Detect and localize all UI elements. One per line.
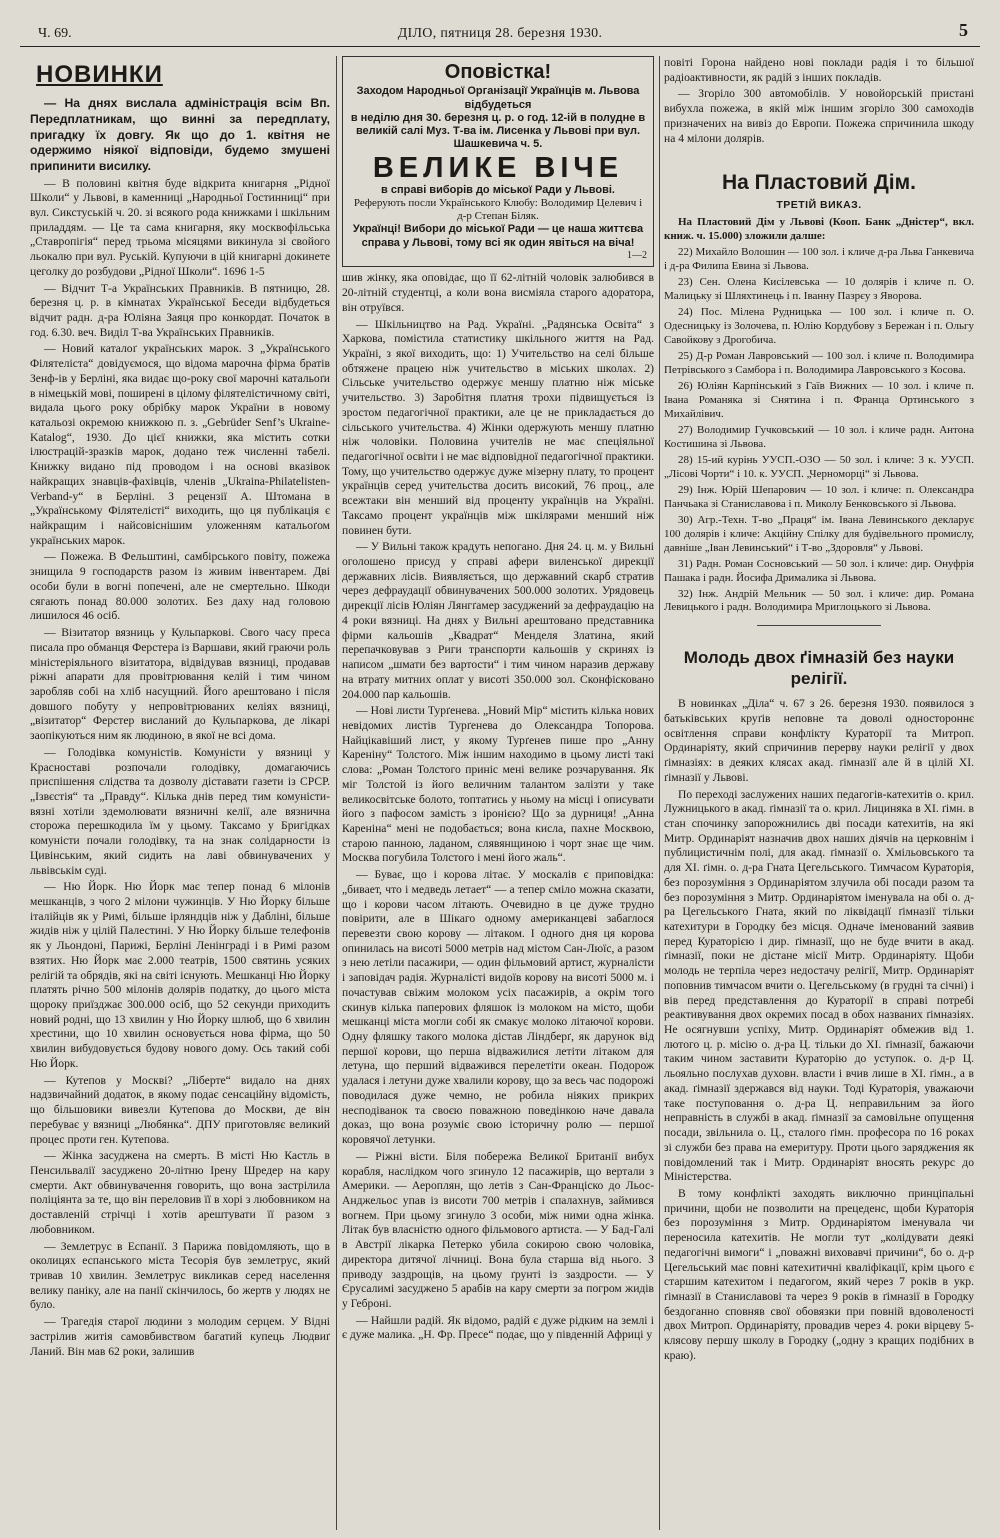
newspaper-title-date: ДІЛО, пятниця 28. березня 1930. xyxy=(397,26,603,41)
column-right xyxy=(664,56,974,1532)
donor-item: 30) Агр.-Техн. Т-во „Праця“ ім. Івана Левинського декларує 100 долярів і кличе: Акційну Спілку для будівельного промислу, давніше „Іван Левинський“ і Т-во „Здоровля“ у Львові. xyxy=(664,513,974,554)
news-item-radium: — Найшли радій. Як відомо, радій є дуже рідким на землі і є дуже малика. „Н. Фр. Пресе“ подає, що у південній Африці у xyxy=(342,1313,654,1342)
announcement-subject: в справі виборів до міської Ради у Львові. xyxy=(381,183,615,196)
announcement-organizer: Заходом Народньої Організації Українців м. Львова відбудеться xyxy=(356,85,640,111)
news-item-various: — Ріжні вісти. Біля побережа Великої Британії вибух корабля, наслідком чого згинуло 12 пасажирів, що вертали з Америки. — Аероплян, що летів з Сан-Франціско до Льос-Анджельос упав із висоти 700 метрів і спалахнув, займився вогнем. При цьому згинуло 3 особи, між ними одна жінка. Літак був власністю одного фільмового артиста. — У Бад-Галі в Австрії лікарка Петерко убила сокирою свою чоловіка, директора дитячої лічниці. Вона була старша від нього. З приводу заздрощів, на цьому ґрунті із заздрости. — У Єрусалимі засуджено 5 арабів на кару смерти за погром жидів у Геброні. xyxy=(342,1149,654,1310)
news-item-bookstore: — В половині квітня буде відкрита книгарня „Рідної Школи“ у Львові, в каменниці „Народньої Гостинниці“ при вул. Сикстуській ч. 20. зі всякого рода книжками і шкільним приладдям. — Це та сама книгарня, яку москвофільська „Ставропігія“ перед трьома місяцями викинула зі свойого льокалю при вул. Руській. Купуючи в цій книгарні докинете цеголку до розбудови „Рідної Школи“. 1696 1-5 xyxy=(30,176,330,278)
donor-item: 23) Сен. Олена Кисілевська — 10 долярів і кличе п. О. Малицьку зі Шляхтинець і п. Іванну Пазрєу з Яворова. xyxy=(664,276,974,303)
masthead xyxy=(20,20,980,47)
donor-item: 32) Інж. Андрій Мельник — 50 зол. і кличе: дир. Романа Левицького і радн. Володимира Мриглоцького зі Львова. xyxy=(664,587,974,614)
news-item-cars-burned: — Згоріло 300 автомобілів. У новойорській пристані вибухла пожежа, в якій між іншим згоріло 300 самоходів призначених на вивіз до Европи. Пожежа спричинила шкоду на 4 мілони долярів. xyxy=(664,87,974,145)
announcement-speakers: Реферують посли Українського Клюбу: Володимир Целевич і д-р Степан Біляк. xyxy=(353,196,643,223)
article-paragraph-2: По переході заслужених наших педагогів-катехитів о. крил. Лужницького в акад. ґімназії та о. крил. Лициняка в XI. ґімн. в стан спочинку запорожнились дві посади катехитів, на які Митр. Ординаріят назначив двох наших діячів на церковнім і публицистичнім полі, для акад. ґімназії о. Хмільовського та для XI. ґімн. о. д-ра Гната Цегельського. Тимчасом Кураторія, без порозуміння з Ординаріятом злучила обі посади разом та без порозуміння з Митр. Ординаріятом іменувала на обі о. д-ра Цегельського Гната, який по ліквідації ґімназії тільки катехитури в Городку без місця. Одначе іменований заявив перед Кураторією і дир. ґімназії, що не буде вчити в акад. ґімназії, поки не дістане місії Митр. Ординаріяту. Щоби молодь не терпіла через недостачу релігії, Митр. Ординаріят поповнив тимчасом вчити о. Цегельському (в грудні та січні) і вів перед представлення до Кураторії в справі потребі реактивування двох окремих посад в обох названих ґімназіях. Не осягнувши успіху, Митр. Ординаріят обмежив від 1. лютого ц. р. місію о. д-ра Ц. тільки до XI. ґімназії, бажаючи таким чином заставити Кураторію до уступок. о. д-р Ц. льояльно послухав духовн. власти і вчив лише в XI. ґімн., а в акад. ґімназії здержався від науки. Тоді Кураторія, уважаючи таке поступовання о. д-ра Ц. неправильним за його неправність в службі в акад. ґімназії за самовільне опущення посади, звільнила о. Ц., сталого ґімн. професора по 16 роках зі служби без права на емеритуру. Проти цього заряджения як повідомлений так і Митр. Ординаріят вносять рекурс до Міністерства. xyxy=(664,787,974,1184)
donor-item: 25) Д-р Роман Лавровський — 100 зол. і кличе п. Володимира Петрівського з Самбора і п. Володимира Лавровського з Косова. xyxy=(664,350,974,376)
news-item-vilnius: — У Вильні також крадуть непогано. Дня 24. ц. м. у Вильні оголошено присуд у справі афери виленської дирекції державних лісів. Виявляється, що державний скарб стратив через дефраудації обвинувачених 500.000 золотих. Урядовець дирекції лісів Юліян Лянгґамер засуджений за дефраудацію на 4 роки вязниці. На днях у Вильні арештовано представника фірми кальошів „Квадрат“ Менделя Златина, який перепачковував з Риги транспорти кальошів у скринях із написом „шмати без вартости“ і тим чином наразив державу на втрату митних оплат у висоті 350.000 зол. Сконфісковано 204.000 пар кальошів. xyxy=(342,540,654,701)
news-item-tragedy-cont: шив жінку, яка оповідає, що її 62-літній чоловік залюбився в 20-літній студентці, а коли вона висміяла старого адоратора, він отруївся. xyxy=(342,271,654,314)
donor-item: 28) 15-ий курінь УУСП.-ОЗО — 50 зол. і кличе: 3 к. УУСП. „Лісові Чорти“ і 10. к. УУСП. „Черноморці“ зі Львова. xyxy=(664,453,974,480)
news-item-new-york: — Ню Йорк. Ню Йорк має тепер понад 6 мілонів мешканців, з чого 2 мілони чужинців. У Ню Йорку більше італійців як у Римі, більше ірляндців ніж у Дабліні, більше жидів ніж у цілій Палестині. У Ню Йорку більше телефонів як у Льондоні, Парижі, Берліні Ленінграді і в Римі разом взятих. Ню Йорк має 2.000 театрів, 1500 святинь усяких релігій та обрядів, які на світі існують. Мешканці Ню Йорку платять річно 500 мілонів долярів податку, до цього міста щороку приїзджає 300.000 осіб, що 52 секунди приходить новий родні, що 13 хвилин у Ню Йорку шлюб, що 6 хвилин хрестини, що 10 хвилин основується нова фірма, що 50 хвилин вибудовується будову нового дому. Ось такий собі Ню Йорк. xyxy=(30,880,330,1070)
announcement-appeal: Українці! Вибори до міської Ради — це наша життєва справа у Львові, тому всі як один явіться на віча! xyxy=(352,223,644,249)
news-lead: — На днях вислала адміністрація всім Вп. Передплатникам, що винні за передплату, пригадку їх довгу. Як що до 1. квітня не одержимо ніякої відповіди, будемо змушені припинити висилку. xyxy=(30,96,330,173)
page-number: 5 xyxy=(959,20,968,40)
column-rule-2 xyxy=(659,56,660,1530)
news-item-stamps: — Новий каталоґ українських марок. З „Українського Філятеліста“ довідуємося, що відома марочна фірма братів Зенф-ів у Берліні, яка видає що-року свої марочні катальоґи в німецькій мові, поширені в цілому філятелістичному світі, видала цього року обрібку марок України в новому катальозі окремою книжкою п. з. „Gebrüder Senf’s Ukraine-Katalog“, 1930. До цієї книжки, яка містить сотки ілюстрацій-зразків марок, додано теж численні табелі. Книжку видано під проводом і на основі вказівок найкращих знавців-фахівців, членів „Ukraina-Philatelisten-Verband-y“ в Берліні. З рецензії А. Штомана в „Українському Філятелісті“ виходить, що ця публікація є найкращим і найсовіснішим уложенням катальоґом українських марок. xyxy=(30,342,330,547)
announcement-title: Оповістка! xyxy=(444,61,552,83)
donor-item: 26) Юліян Карпінський з Гаїв Вижних — 10 зол. і кличе п. Івана Романяка зі Снятина і п. Франца Ортинського з Михайлівич. xyxy=(664,379,974,420)
column-news xyxy=(30,56,330,1532)
announcement-time-place: в неділю дня 30. березня ц. р. о год. 12-ій в полудне в великій салі Муз. Т-ва ім. Лисенка у Львові при вул. Шашкевича ч. 5. xyxy=(350,111,646,151)
article-paragraph-1: В новинках „Діла“ ч. 67 з 26. березня 1930. появилося з батьківських круґів неповне та доволі одностороннє освітлення справи конфлікту Кураторії та Митроп. Ординаріяту, який спричинив перерву науки релігії у двох ґімназіях: в деяких клясах акад. ґімназії але й в цілій XI. ґімназії у Львові. xyxy=(664,697,974,784)
news-item-kutepov: — Кутепов у Москві? „Ліберте“ видало на днях надзвичайний додаток, в якому подає сенсаційну відомість, що більшовики вивезли Кутепова до Москви, де він перебуває у вязниці „Любянка“. ДПУ приготовляє великий процес проти ген. Кутепова. xyxy=(30,1073,330,1146)
announcement-code: 1—2 xyxy=(627,249,647,261)
column-rule-1 xyxy=(336,56,337,1530)
news-item-lawyers: — Відчит Т-а Українських Правників. В пятницю, 28. березня ц. р. в кімнатах Української Беседи відбудеться відчит радн. д-ра Юліяна Заяця про конкордат. Початок в год. 6.30. веч. Виділ Т-ва Українських Правників. xyxy=(30,281,330,339)
donor-item: 29) Інж. Юрій Шепарович — 10 зол. і кличе: п. Олександра Панчьака зі Станиславова і п. Миколу Бенковського зі Львова. xyxy=(664,483,974,510)
donor-item: 27) Володимир Гучковський — 10 зол. і кличе радн. Антона Костишина зі Львова. xyxy=(664,423,974,450)
news-item-earthquake: — Землетрус в Еспанії. З Парижа повідомляють, що в околицях еспанського міста Тесорія був землетрус, який тривав 10 хвилин. Землетрус викликав серед населення велику паніку, але на панії скінчилось, бо жертв у людях не було. xyxy=(30,1239,330,1312)
news-item-hunger-strike: — Голодівка комуністів. Комуністи у вязниці у Красноставі розпочали голодівку, домагаючись приспішення слідства та дозволу діставати газети із СРСР. „Ізвєстія“ та „Правду“. Кілька днів перед тим комуністи-вязні хотіли здемолювати вязничні келії, але вязнична сторожа перешкодила їм у цьому. Таксамо у Бригідках комуністи почали голодівку, та на знак солідарности із Цивінським, який сидить на лаві обвинувачених у львівськім суді. xyxy=(30,745,330,877)
news-item-flying-cow: — Буває, що і корова літає. У москалів є приповідка: „бивает, что і медведь летает“ — а тепер сміло можна сказати, що і корови часом літають. Очевидно в це дуже трудно повірити, але в Шікаго одному американцеві забаглося перевезти свою корову — літаком. І одного дня ця корова опинилась на висоті 5000 метрів над містом Сан-Люїс, а разом з нею летіли пасажири, — один фільмовий артист, журналісти і заповідач радія. Журналісті видоїв корову на висоті 5000 м. і почастував свіжим молоком усіх пасажирів, а окрім того скинув кілька паперових фляшок із молоком на місто, щоби мешканці міста могли собі як смакує молоко літаючої корови. Одну фляшку такого молока дістав Ліндберґ, як дарунок від першої корови, що перша відважилися летіти літаком для летуна, що перший відважився перелетіти океан. Подорож удалася і летуни дуже хвалили корову, що за весь час подорожі поводилася дуже чемно, не робила ніяких прикрих несподіванок та своєю поважною поведінкою наче давала доказ, що вона розуміє свою історичну ролю — першої коровячої летунки. xyxy=(342,868,654,1147)
announcement-headline: ВЕЛИКЕ ВІЧЕ xyxy=(372,152,624,185)
plast-house-title: На Пластовий Дім. xyxy=(721,171,917,195)
news-item-inspector: — Візитатор вязниць у Кульпаркові. Свого часу преса писала про обманця Ферстера із Варшави, який граючи роль міністеріяльного візитатора, відвідував вязниці, продавав ріжні апарати для провітрювання келій і тим чином заробляв собі на хліб насущний. Його арештовано і після довшого побуту у непровітрюваних келіях вязниці, „візитатор“ Ферстер висланий до Кульпаркова, де лікарі заопікуються ним як людиною, в якої не всі дома. xyxy=(30,626,330,743)
donor-item: 22) Михайло Волошин — 100 зол. і кличе д-ра Льва Ганкевича і д-ра Филипа Евина зі Львова. xyxy=(664,246,974,273)
divider xyxy=(757,625,881,626)
donor-item: 24) Пос. Мілена Рудницька — 100 зол. і кличе п. О. Одесницьку із Золочева, п. Юлію Кордубову з Бережан і п. Ольгу Савойкову з Дрогобича. xyxy=(664,306,974,347)
news-item-schools: — Шкільництво на Рад. Україні. „Радянська Освіта“ з Харкова, помістила статистику шкільного життя на Рад. Україні, з якої виходить, що: 1) Учительство на селі більше обтяжене працею ніж учительство в міських школах. 2) Сільське учительство одержує меншу платню ніж міське учительство. 3) Заробітня платня трохи підвищується із зростом педагогічної практики, але це не прикладається до сільського учительства. 4) Жінки одержують меншу платню ніж чоловіки. Половина учителів не має спеціяльної педагогічної освіти і не має відповідної педагогічної практики. Тому, що учительство одержує дуже мізерну плату, то процент українців серед учительства досить високий, 76 проц., але всежтаки він менший від проценту українців на Україні. Таксамо процент українців між шкілярами менший ніж повинен бути. xyxy=(342,317,654,537)
news-item-turgenev: — Нові листи Турґенева. „Новий Мір“ містить кілька нових невідомих листів Турґенева до Олександра Топорова. Найцікавіший лист, у якому Турґенев пише про „Анну Кареніну“ Толстого. Між іншим находимо в цьому листі такі слова: „Роман Толстого приніс мені велике розчарування. Як міг Толстой із його величним талантом залізти у таке великосвітське болото, топтатись у ньому на місці і описувати його з пафосом замість з іронією? Що за дурниця! „Анна Кареніна“ мені не подобається; вона кисла, пахне Москвою, старою панною, ладаном, слявянщиною і чорт знає ще чим. Москва погубила Толстого і мені його жаль“. xyxy=(342,704,654,865)
issue-number: Ч. 69. xyxy=(38,26,72,41)
news-item-radium-cont: повіті Горона найдено нові поклади радія і то більшої радіоактивности, як радій з інших покладів. xyxy=(664,56,974,84)
article-title-gymnasiums: Молодь двох ґімназій без науки релігії. xyxy=(683,648,955,688)
news-item-death-sentence: — Жінка засуджена на смерть. В місті Ню Кастль в Пенсильвалії засуджено 20-літню Ірену Шредер на кару смерти. Акт обвинувачення говорить, що вона застрілила поліціянта за те, що він переловив її в хорі з любовником на доставленій стрічці і хотів арештувати її разом з любовником. xyxy=(30,1149,330,1236)
article-paragraph-3: В тому конфлікті заходять виключно принціпальні причини, щоби не позволити на прецеденс, щоби Кураторія без порозуміння з Митр. Ординаріятом іменувала чи переносила катехитів. Не могли тут „колідувати деякі педагогічні вимоги“ і „поважні виховавчі причини“, бо о. д-р Цегельський має повні катехитичні кваліфікації, крім цього є старшим катехитом і педагогом, який через 7 років в укр. ґімназії в Станиславові та через 9 років в ґімназії в Городку бездоганно сповняв свої обовязки при повній вдоволеності двох Митроп. Ординаріяту, провадив через 4. роки вірцеву 5-клясову першу школу в Городку („одну з кращих подібних в краю). xyxy=(664,1186,974,1362)
section-header-news: НОВИНКИ xyxy=(36,61,163,88)
news-item-tragedy: — Трагедія старої людини з молодим серцем. У Відні застрілив житія самовбивством багатий купець Людвиґ Ланий. Він мав 62 роки, залишив xyxy=(30,1315,330,1358)
plast-house-subtitle: ТРЕТІЙ ВИКАЗ. xyxy=(776,198,862,211)
plast-house-intro: На Пластовий Дім у Львові (Кооп. Банк „Дністер“, вкл. книж. ч. 15.000) зложили далше: xyxy=(664,216,974,243)
column-middle xyxy=(342,56,654,1532)
donor-item: 31) Радн. Роман Сосновський — 50 зол. і кличе: дир. Онуфрія Пашака і радн. Йосифа Дрималика зі Львова. xyxy=(664,557,974,584)
news-item-fire: — Пожежа. В Фельштині, самбірського повіту, пожежа знищила 9 господарств разом із живим інвентарем. Дві особи були в вогні попечені, але не смертельно. Шкоди сягають понад 80.000 золотих. Без даху над головою лишилося 46 осіб. xyxy=(30,550,330,623)
announcement-box xyxy=(342,56,654,267)
